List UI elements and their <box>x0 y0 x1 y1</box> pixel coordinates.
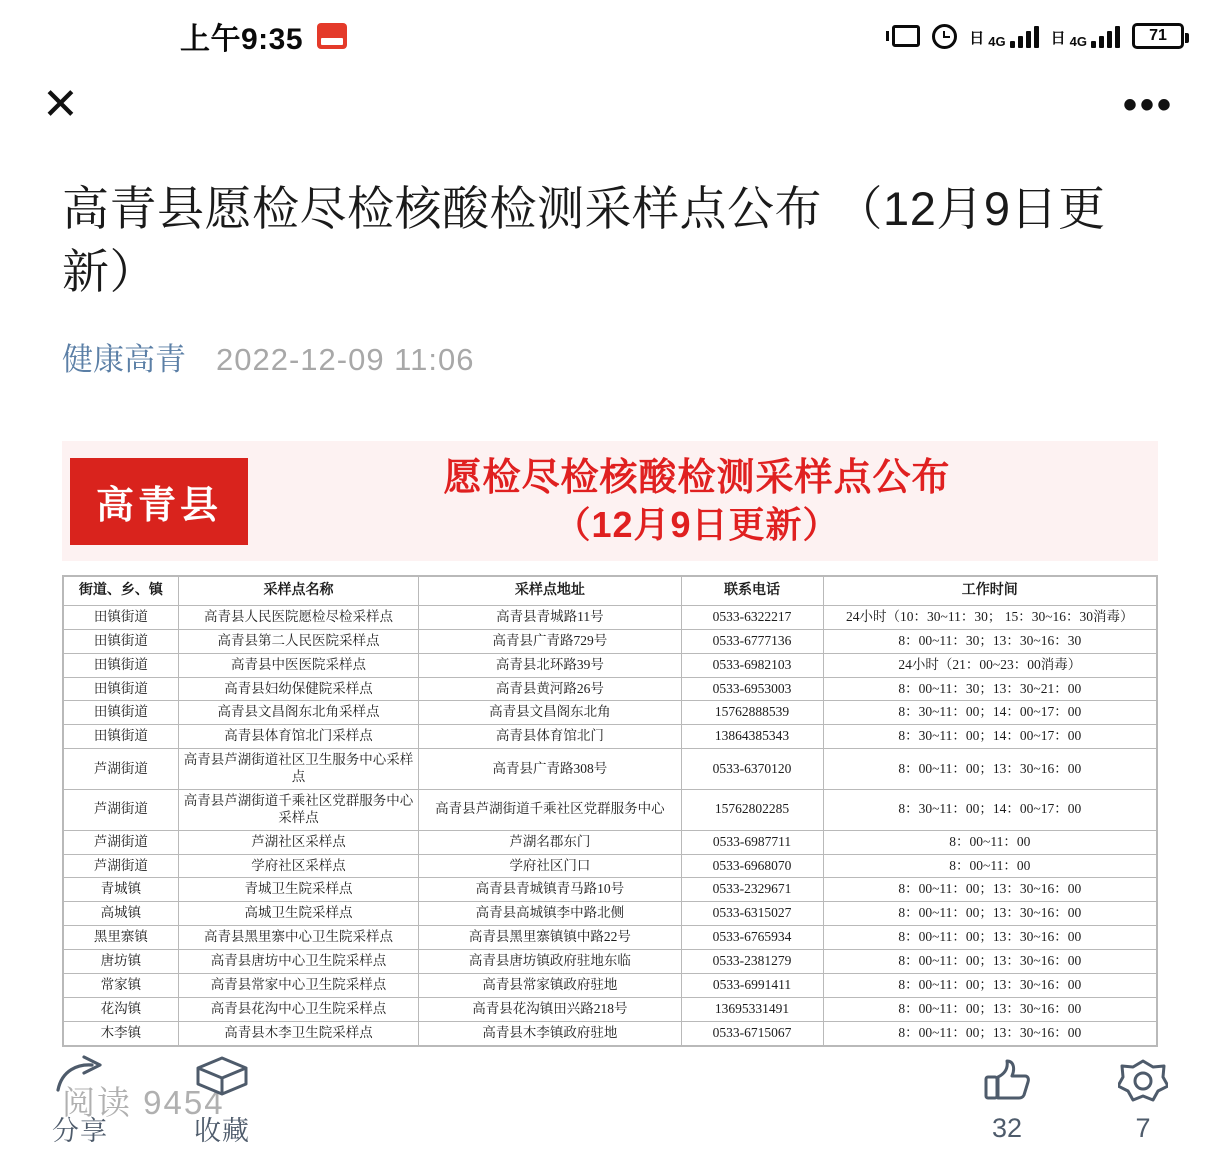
read-count-value: 9454 <box>143 1083 225 1121</box>
table-cell-district: 芦湖街道 <box>64 854 179 878</box>
table-row <box>64 629 1157 653</box>
table-row <box>64 973 1157 997</box>
more-options-icon[interactable]: ••• <box>1122 83 1174 127</box>
table-cell-name: 高青县唐坊中心卫生院采样点 <box>178 950 418 974</box>
table-cell-district: 青城镇 <box>64 878 179 902</box>
article-body <box>0 138 1220 1047</box>
table-cell-phone: 0533-6777136 <box>681 629 823 653</box>
alarm-icon <box>932 24 957 49</box>
table-cell-phone: 0533-6315027 <box>681 902 823 926</box>
poster-banner <box>62 441 1158 562</box>
table-cell-name: 高青县第二人民医院采样点 <box>178 629 418 653</box>
table-row <box>64 997 1157 1021</box>
table-row <box>64 701 1157 725</box>
table-cell-phone: 0533-6953003 <box>681 677 823 701</box>
table-cell-hours: 8：00~11：00；13：30~16：00 <box>823 902 1156 926</box>
table-cell-address: 高青县青城路11号 <box>419 605 681 629</box>
table-cell-phone: 0533-6991411 <box>681 973 823 997</box>
table-cell-phone: 0533-6322217 <box>681 605 823 629</box>
table-cell-name: 高青县妇幼保健院采样点 <box>178 677 418 701</box>
sim2-signal-icon <box>1051 24 1120 48</box>
table-cell-name: 高青县芦湖街道社区卫生服务中心采样点 <box>178 749 418 790</box>
wow-count: 7 <box>1135 1113 1151 1143</box>
table-cell-phone: 0533-2381279 <box>681 950 823 974</box>
status-bar-right <box>892 23 1184 49</box>
page-title: 高青县愿检尽检核酸检测采样点公布 （12月9日更新） <box>62 182 1106 298</box>
table-cell-name: 高青县木李卫生院采样点 <box>178 1021 418 1045</box>
battery-icon: 71 <box>1132 23 1184 49</box>
table-cell-district: 田镇街道 <box>64 605 179 629</box>
table-row <box>64 725 1157 749</box>
bottom-bar-right <box>982 1058 1168 1144</box>
table-cell-hours: 8：00~11：00；13：30~16：00 <box>823 1021 1156 1045</box>
table-cell-name: 高青县黑里寨中心卫生院采样点 <box>178 926 418 950</box>
table-cell-hours: 8：30~11：00；14：00~17：00 <box>823 789 1156 830</box>
table-cell-name: 高青县常家中心卫生院采样点 <box>178 973 418 997</box>
table-cell-name: 高青县人民医院愿检尽检采样点 <box>178 605 418 629</box>
table-row <box>64 789 1157 830</box>
table-cell-hours: 8：00~11：00；13：30~16：00 <box>823 926 1156 950</box>
table-cell-name: 学府社区采样点 <box>178 854 418 878</box>
table-cell-name: 高青县芦湖街道千乘社区党群服务中心采样点 <box>178 789 418 830</box>
table-row <box>64 653 1157 677</box>
table-cell-phone: 0533-2329671 <box>681 878 823 902</box>
favorite-star-box-icon <box>194 1054 250 1103</box>
favorite-button[interactable] <box>194 1054 250 1148</box>
table-row <box>64 854 1157 878</box>
sim2-network-label: 4G <box>1069 34 1087 49</box>
table-header-cell: 街道、乡、镇 <box>64 577 179 606</box>
banner-heading-line2: （12月9日更新） <box>554 504 840 546</box>
table-cell-phone: 0533-6968070 <box>681 854 823 878</box>
table-cell-district: 高城镇 <box>64 902 179 926</box>
table-cell-address: 芦湖名郡东门 <box>419 830 681 854</box>
table-cell-phone: 0533-6715067 <box>681 1021 823 1045</box>
table-cell-district: 田镇街道 <box>64 629 179 653</box>
table-row <box>64 605 1157 629</box>
table-row <box>64 950 1157 974</box>
table-cell-hours: 8：00~11：30；13：30~16：30 <box>823 629 1156 653</box>
table-cell-name: 高青县体育馆北门采样点 <box>178 725 418 749</box>
table-row <box>64 902 1157 926</box>
table-row <box>64 677 1157 701</box>
table-cell-phone: 13695331491 <box>681 997 823 1021</box>
share-icon <box>52 1054 108 1103</box>
table-cell-address: 高青县常家镇政府驻地 <box>419 973 681 997</box>
table-cell-phone: 0533-6982103 <box>681 653 823 677</box>
table-row <box>64 830 1157 854</box>
table-cell-district: 唐坊镇 <box>64 950 179 974</box>
table-cell-address: 高青县文昌阁东北角 <box>419 701 681 725</box>
table-header-cell: 采样点名称 <box>178 577 418 606</box>
table-cell-name: 高青县中医医院采样点 <box>178 653 418 677</box>
table-cell-address: 高青县黄河路26号 <box>419 677 681 701</box>
sim1-glyph: 日 <box>969 30 985 47</box>
table-cell-hours: 8：00~11：00；13：30~16：00 <box>823 973 1156 997</box>
read-count-label: 阅读 <box>62 1083 132 1121</box>
close-icon[interactable]: ✕ <box>42 80 79 129</box>
table-cell-name: 高青县文昌阁东北角采样点 <box>178 701 418 725</box>
table-cell-address: 高青县广青路729号 <box>419 629 681 653</box>
table-cell-district: 芦湖街道 <box>64 789 179 830</box>
table-header-row <box>64 577 1157 606</box>
table-cell-address: 高青县黑里寨镇镇中路22号 <box>419 926 681 950</box>
wow-flower-icon <box>1118 1058 1168 1107</box>
table-cell-name: 高青县花沟中心卫生院采样点 <box>178 997 418 1021</box>
table-cell-hours: 8：00~11：00 <box>823 830 1156 854</box>
banner-county-tag: 高青县 <box>70 458 248 545</box>
table-cell-address: 学府社区门口 <box>419 854 681 878</box>
sim1-signal-icon <box>969 24 1038 48</box>
table-row <box>64 926 1157 950</box>
table-cell-address: 高青县高城镇李中路北侧 <box>419 902 681 926</box>
banner-heading <box>248 455 1158 548</box>
table-header-cell: 采样点地址 <box>419 577 681 606</box>
status-bar <box>0 0 1220 72</box>
table-cell-district: 芦湖街道 <box>64 830 179 854</box>
table-cell-address: 高青县唐坊镇政府驻地东临 <box>419 950 681 974</box>
sim2-glyph: 日 <box>1050 30 1066 47</box>
table-cell-hours: 8：00~11：00；13：30~16：00 <box>823 997 1156 1021</box>
app-badge-icon <box>317 23 347 49</box>
table-cell-phone: 0533-6765934 <box>681 926 823 950</box>
table-cell-phone: 13864385343 <box>681 725 823 749</box>
table-cell-address: 高青县芦湖街道千乘社区党群服务中心 <box>419 789 681 830</box>
sim1-network-label: 4G <box>988 34 1006 49</box>
article-date: 2022-12-09 11:06 <box>216 341 475 377</box>
table-cell-address: 高青县木李镇政府驻地 <box>419 1021 681 1045</box>
table-cell-district: 田镇街道 <box>64 725 179 749</box>
table-cell-address: 高青县青城镇青马路10号 <box>419 878 681 902</box>
table-cell-phone: 0533-6987711 <box>681 830 823 854</box>
table-cell-hours: 8：00~11：00；13：30~16：00 <box>823 878 1156 902</box>
table-cell-hours: 24小时（10：30~11：30； 15：30~16：30消毒） <box>823 605 1156 629</box>
table-cell-name: 高城卫生院采样点 <box>178 902 418 926</box>
table-cell-district: 黑里寨镇 <box>64 926 179 950</box>
status-bar-left <box>0 14 347 58</box>
table-cell-hours: 8：30~11：00；14：00~17：00 <box>823 701 1156 725</box>
table-cell-hours: 8：00~11：00；13：30~16：00 <box>823 749 1156 790</box>
table-cell-name: 青城卫生院采样点 <box>178 878 418 902</box>
share-label: 分享 <box>52 1116 108 1146</box>
table-cell-phone: 15762888539 <box>681 701 823 725</box>
bottom-bar-left <box>52 1054 250 1148</box>
table-cell-address: 高青县北环路39号 <box>419 653 681 677</box>
status-time: 上午9:35 <box>180 23 304 56</box>
favorite-label: 收藏 <box>194 1116 250 1146</box>
nav-bar <box>0 72 1220 138</box>
table-cell-hours: 8：00~11：00；13：30~16：00 <box>823 950 1156 974</box>
table-cell-district: 花沟镇 <box>64 997 179 1021</box>
like-button[interactable] <box>982 1058 1032 1144</box>
table-cell-name: 芦湖社区采样点 <box>178 830 418 854</box>
table-cell-hours: 8：30~11：00；14：00~17：00 <box>823 725 1156 749</box>
table-cell-hours: 24小时（21：00~23：00消毒） <box>823 653 1156 677</box>
table-cell-district: 芦湖街道 <box>64 749 179 790</box>
table-cell-district: 田镇街道 <box>64 677 179 701</box>
table-row <box>64 749 1157 790</box>
table-cell-phone: 0533-6370120 <box>681 749 823 790</box>
like-count: 32 <box>991 1113 1023 1143</box>
table-cell-district: 木李镇 <box>64 1021 179 1045</box>
table-cell-address: 高青县广青路308号 <box>419 749 681 790</box>
wow-button[interactable] <box>1118 1058 1168 1144</box>
table-cell-district: 常家镇 <box>64 973 179 997</box>
thumbs-up-icon <box>982 1058 1032 1107</box>
sampling-points-table <box>63 576 1157 1045</box>
table-cell-hours: 8：00~11：00 <box>823 854 1156 878</box>
table-cell-district: 田镇街道 <box>64 701 179 725</box>
table-cell-phone: 15762802285 <box>681 789 823 830</box>
article-meta <box>62 334 1158 379</box>
table-cell-address: 高青县花沟镇田兴路218号 <box>419 997 681 1021</box>
table-row <box>64 878 1157 902</box>
table-header-cell: 联系电话 <box>681 577 823 606</box>
banner-heading-line1: 愿检尽检核酸检测采样点公布 <box>443 456 951 499</box>
sampling-points-table-wrap <box>62 575 1158 1046</box>
table-cell-hours: 8：00~11：30；13：30~21：00 <box>823 677 1156 701</box>
share-button[interactable] <box>52 1054 108 1148</box>
table-cell-district: 田镇街道 <box>64 653 179 677</box>
cast-icon <box>892 25 920 47</box>
table-header-cell: 工作时间 <box>823 577 1156 606</box>
table-cell-address: 高青县体育馆北门 <box>419 725 681 749</box>
article-author[interactable]: 健康高青 <box>62 341 186 377</box>
bottom-action-bar <box>0 1042 1220 1160</box>
